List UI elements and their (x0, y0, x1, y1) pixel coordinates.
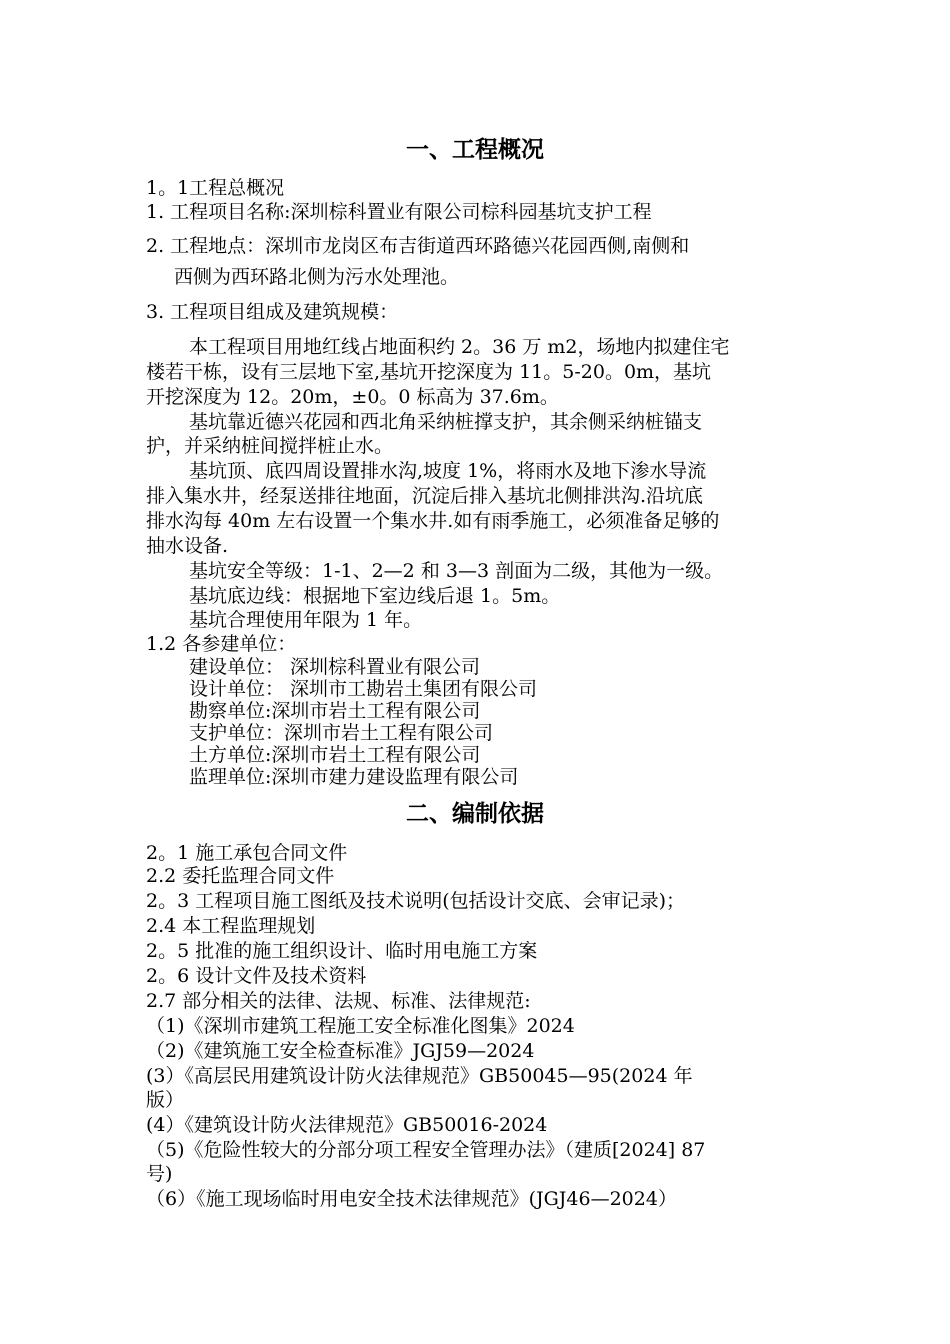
unit-design: 设计单位： 深圳市工勘岩土集团有限公司 (189, 678, 538, 700)
law-item: （2)《建筑施工安全检查标准》JGJ59—2024 (146, 1040, 535, 1062)
paragraph-3-line3: 排水沟每 40m 左右设置一个集水井.如有雨季施工，必须准备足够的 (146, 510, 720, 532)
section-heading-1: 一、工程概况 (406, 137, 544, 163)
unit-earthwork: 土方单位:深圳市岩土工程有限公司 (189, 744, 481, 766)
subsection-1-2: 1.2 各参建单位： (146, 633, 297, 655)
paragraph-2-line2: 护，并采纳桩间搅拌桩止水。 (146, 435, 394, 457)
unit-supervision: 监理单位:深圳市建力建设监理有限公司 (189, 766, 519, 788)
paragraph-1-line3: 开挖深度为 12。20m，±0。0 标高为 37.6m。 (146, 386, 559, 408)
paragraph-bottom-edge: 基坑底边线：根据地下室边线后退 1。5m。 (189, 585, 561, 607)
basis-item: 2。6 设计文件及技术资料 (146, 965, 367, 987)
law-item-continued: 版） (146, 1089, 185, 1111)
basis-item: 2。5 批准的施工组织设计、临时用电施工方案 (146, 940, 538, 962)
law-item-continued: 号) (146, 1163, 173, 1185)
paragraph-service-life: 基坑合理使用年限为 1 年。 (189, 609, 423, 631)
item-project-name: 1. 工程项目名称:深圳棕科置业有限公司棕科园基坑支护工程 (146, 201, 652, 223)
law-item: （1)《深圳市建筑工程施工安全标准化图集》2024 (146, 1015, 575, 1037)
unit-construction: 建设单位： 深圳棕科置业有限公司 (189, 656, 481, 678)
item-location-line1: 2. 工程地点：深圳市龙岗区布吉街道西环路德兴花园西侧,南侧和 (146, 235, 690, 257)
paragraph-1-line2: 楼若干栋，设有三层地下室,基坑开挖深度为 11。5-20。0m，基坑 (146, 361, 712, 383)
paragraph-3-line2: 排入集水井，经泵送排往地面，沉淀后排入基坑北侧排洪沟.沿坑底 (146, 485, 704, 507)
basis-item: 2。3 工程项目施工图纸及技术说明(包括设计交底、会审记录)； (146, 890, 686, 912)
basis-item: 2.4 本工程监理规划 (146, 915, 316, 937)
law-item: （6）《施工现场临时用电安全技术法律规范》(JGJ46—2024） (146, 1188, 677, 1210)
law-item: （5)《危险性较大的分部分项工程安全管理办法》（建质[2024] 87 (146, 1139, 706, 1161)
paragraph-safety-level: 基坑安全等级：1-1、2—2 和 3—3 剖面为二级，其他为一级。 (189, 560, 724, 582)
subsection-1-1: 1。1工程总概况 (146, 177, 285, 199)
paragraph-2-line1: 基坑靠近德兴花园和西北角采纳桩撑支护，其余侧采纳桩锚支 (189, 411, 703, 433)
item-location-line2: 西侧为西环路北侧为污水处理池。 (174, 266, 460, 288)
paragraph-3-line1: 基坑顶、底四周设置排水沟,坡度 1%，将雨水及地下渗水导流 (189, 460, 707, 482)
law-item: (3）《高层民用建筑设计防火法律规范》GB50045—95(2024 年 (146, 1065, 693, 1087)
item-composition: 3. 工程项目组成及建筑规模： (146, 301, 399, 323)
unit-support: 支护单位：深圳市岩土工程有限公司 (189, 722, 494, 744)
law-item: (4）《建筑设计防火法律规范》GB50016-2024 (146, 1114, 548, 1136)
section-heading-2: 二、编制依据 (406, 801, 544, 827)
basis-item: 2.2 委托监理合同文件 (146, 865, 335, 887)
basis-item: 2。1 施工承包合同文件 (146, 842, 348, 864)
unit-survey: 勘察单位:深圳市岩土工程有限公司 (189, 700, 481, 722)
basis-item: 2.7 部分相关的法律、法规、标准、法律规范: (146, 990, 531, 1012)
paragraph-3-line4: 抽水设备. (146, 535, 229, 557)
paragraph-1-line1: 本工程项目用地红线占地面积约 2。36 万 m2，场地内拟建住宅 (189, 336, 730, 358)
